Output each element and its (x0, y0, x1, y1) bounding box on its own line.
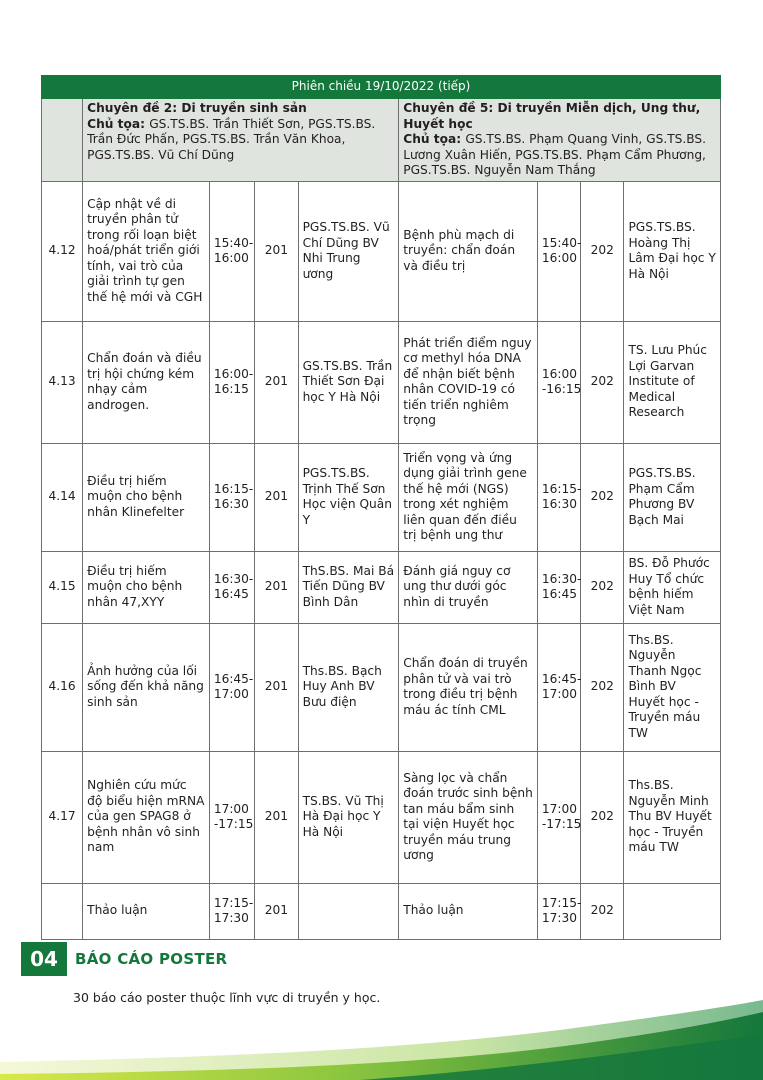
left-room: 201 (255, 551, 298, 623)
session-left-chairs: GS.TS.BS. Trần Thiết Sơn, PGS.TS.BS. Trần Đức Phấn, PGS.TS.BS. Trần Văn Khoa, PGS.TS.BS. Vũ Chí Dũng (87, 116, 376, 162)
left-room: 201 (255, 883, 298, 939)
left-topic: Chẩn đoán và điều trị hội chứng kém nhạy cảm androgen. (83, 321, 210, 443)
right-time: 17:00 -17:15 (537, 751, 580, 883)
row-number: 4.17 (42, 751, 83, 883)
left-time: 17:00 -17:15 (209, 751, 254, 883)
session-right-title: Chuyên đề 5: Di truyền Miễn dịch, Ung thư, Huyết học (403, 101, 701, 131)
session-right-chair-label: Chủ tọa: (403, 132, 462, 146)
right-time: 16:30-16:45 (537, 551, 580, 623)
right-room: 202 (581, 751, 624, 883)
left-topic: Nghiên cứu mức độ biểu hiện mRNA của gen SPAG8 ở bệnh nhân vô sinh nam (83, 751, 210, 883)
left-time: 16:00-16:15 (209, 321, 254, 443)
left-topic: Điều trị hiếm muộn cho bệnh nhân Klinefelter (83, 443, 210, 551)
left-room: 201 (255, 443, 298, 551)
right-time: 16:45-17:00 (537, 623, 580, 751)
right-speaker: PGS.TS.BS. Phạm Cẩm Phương BV Bạch Mai (624, 443, 721, 551)
right-topic: Phát triển điểm nguy cơ methyl hóa DNA để nhận biết bệnh nhân COVID-19 có tiến triển nghiêm trọng (399, 321, 538, 443)
right-room: 202 (581, 181, 624, 321)
left-room: 201 (255, 623, 298, 751)
left-speaker: PGS.TS.BS. Trịnh Thế Sơn Học viện Quân Y (298, 443, 399, 551)
right-time: 17:15-17:30 (537, 883, 580, 939)
table-row (42, 623, 721, 751)
left-topic: Cập nhật về di truyền phân tử trong rối loạn biệt hoá/phát triển giới tính, vai trò của giải trình tự gen thế hệ mới và CGH (83, 181, 210, 321)
right-room: 202 (581, 551, 624, 623)
left-speaker: Ths.BS. Bạch Huy Anh BV Bưu điện (298, 623, 399, 751)
left-time: 15:40-16:00 (209, 181, 254, 321)
table-row (42, 321, 721, 443)
session-right-cell (399, 99, 721, 182)
session-banner: Phiên chiều 19/10/2022 (tiếp) (42, 76, 721, 99)
left-topic: Thảo luận (83, 883, 210, 939)
left-room: 201 (255, 321, 298, 443)
row-number (42, 883, 83, 939)
section-number: 04 (21, 942, 67, 976)
table-row (42, 181, 721, 321)
right-speaker (624, 883, 721, 939)
right-room: 202 (581, 883, 624, 939)
left-time: 16:15-16:30 (209, 443, 254, 551)
session-left-chair-label: Chủ tọa: (87, 116, 145, 131)
left-time: 17:15-17:30 (209, 883, 254, 939)
left-topic: Ảnh hưởng của lối sống đến khả năng sinh sản (83, 623, 210, 751)
left-speaker: GS.TS.BS. Trần Thiết Sơn Đại học Y Hà Nội (298, 321, 399, 443)
left-room: 201 (255, 751, 298, 883)
right-room: 202 (581, 623, 624, 751)
right-speaker: TS. Lưu Phúc Lợi Garvan Institute of Medical Research (624, 321, 721, 443)
row-number: 4.12 (42, 181, 83, 321)
left-topic: Điều trị hiếm muộn cho bệnh nhân 47,XYY (83, 551, 210, 623)
section-header (0, 942, 763, 976)
right-speaker: PGS.TS.BS. Hoàng Thị Lâm Đại học Y Hà Nội (624, 181, 721, 321)
schedule-table (41, 75, 721, 940)
right-time: 15:40-16:00 (537, 181, 580, 321)
left-room: 201 (255, 181, 298, 321)
row-number: 4.13 (42, 321, 83, 443)
session-left-title: Chuyên đề 2: Di truyền sinh sản (87, 101, 307, 115)
left-speaker: ThS.BS. Mai Bá Tiến Dũng BV Bình Dân (298, 551, 399, 623)
session-right-chairs: GS.TS.BS. Phạm Quang Vinh, GS.TS.BS. Lương Xuân Hiến, PGS.TS.BS. Phạm Cẩm Phương, PGS.TS.BS. Nguyễn Nam Thắng (403, 132, 707, 177)
left-speaker: TS.BS. Vũ Thị Hà Đại học Y Hà Nội (298, 751, 399, 883)
row-number: 4.16 (42, 623, 83, 751)
section-body: 30 báo cáo poster thuộc lĩnh vực di truyền y học. (73, 990, 381, 1005)
session-blank-cell (42, 99, 83, 182)
session-left-cell (83, 99, 399, 182)
left-speaker (298, 883, 399, 939)
right-topic: Thảo luận (399, 883, 538, 939)
row-number: 4.15 (42, 551, 83, 623)
decorative-wave (0, 1000, 763, 1080)
right-room: 202 (581, 321, 624, 443)
table-row (42, 443, 721, 551)
right-speaker: BS. Đỗ Phước Huy Tổ chức bệnh hiếm Việt Nam (624, 551, 721, 623)
right-time: 16:00 -16:15 (537, 321, 580, 443)
right-topic: Triển vọng và ứng dụng giải trình gene thế hệ mới (NGS) trong xét nghiệm liên quan đến điều trị bệnh ung thư (399, 443, 538, 551)
right-topic: Sàng lọc và chẩn đoán trước sinh bệnh tan máu bẩm sinh tại viện Huyết học truyền máu trung ương (399, 751, 538, 883)
right-topic: Đánh giá nguy cơ ung thư dưới góc nhìn di truyền (399, 551, 538, 623)
right-topic: Bệnh phù mạch di truyền: chẩn đoán và điều trị (399, 181, 538, 321)
row-number: 4.14 (42, 443, 83, 551)
section-title: BÁO CÁO POSTER (75, 950, 228, 968)
left-time: 16:30-16:45 (209, 551, 254, 623)
left-time: 16:45-17:00 (209, 623, 254, 751)
table-row (42, 751, 721, 883)
right-time: 16:15-16:30 (537, 443, 580, 551)
left-speaker: PGS.TS.BS. Vũ Chí Dũng BV Nhi Trung ương (298, 181, 399, 321)
table-row (42, 883, 721, 939)
right-speaker: Ths.BS. Nguyễn Thanh Ngọc Bình BV Huyết học - Truyền máu TW (624, 623, 721, 751)
right-speaker: Ths.BS. Nguyễn Minh Thu BV Huyết học - Truyền máu TW (624, 751, 721, 883)
right-topic: Chẩn đoán di truyền phân tử và vai trò trong điều trị bệnh máu ác tính CML (399, 623, 538, 751)
table-row (42, 551, 721, 623)
right-room: 202 (581, 443, 624, 551)
